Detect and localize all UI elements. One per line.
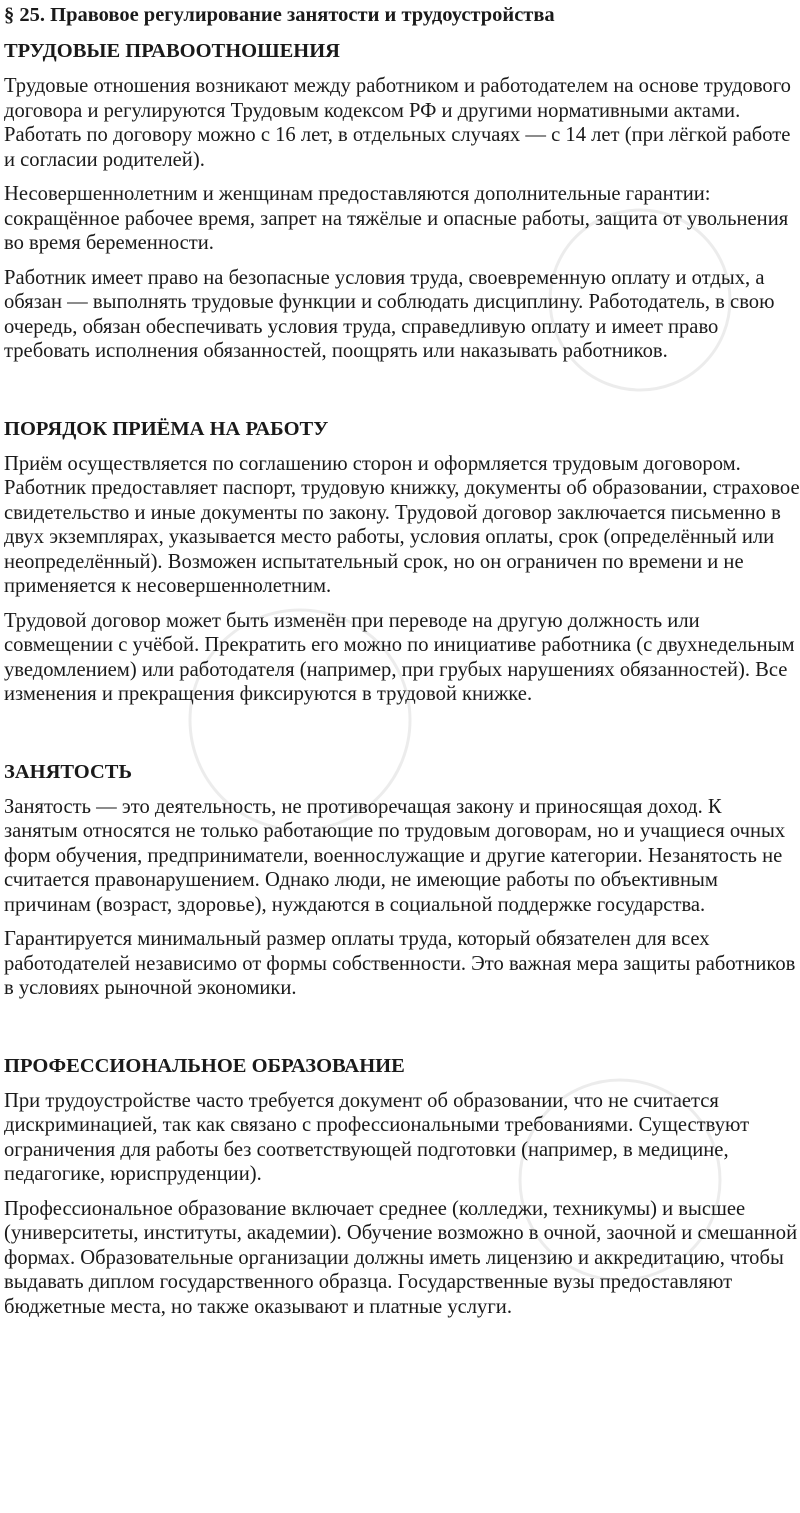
paragraph: Приём осуществляется по соглашению сторон и оформляется трудовым договором. Работник предоставляет паспорт, трудовую книжку, документы об образовании, страховое свидетельство и иные документы по закону. Трудовой договор заключается письменно в двух экземплярах, указывается место работы, условия оплаты, срок (определённый или неопределённый). Возможен испытательный срок, но он ограничен по времени и не применяется к несовершеннолетним. [4,452,800,597]
section-employment [4,759,800,1001]
paragraph: Несовершеннолетним и женщинам предоставляются дополнительные гарантии: сокращённое рабочее время, запрет на тяжёлые и опасные работы, защита от увольнения во время беременности. [4,183,789,254]
section-heading: ПОРЯДОК ПРИЁМА НА РАБОТУ [4,417,329,440]
document-content [4,2,800,1319]
paragraph: Гарантируется минимальный размер оплаты труда, который обязателен для всех работодателей независимо от формы собственности. Это важная мера защиты работников в условиях рыночной экономики. [4,928,796,999]
page-title: § 25. Правовое регулирование занятости и трудоустройства [4,4,555,26]
section-heading: ТРУДОВЫЕ ПРАВООТНОШЕНИЯ [4,40,340,62]
paragraph: Трудовой договор может быть изменён при переводе на другую должность или совмещении с учёбой. Прекратить его можно по инициативе работника (с двухнедельным уведомлением) или работодателя (например, при грубых нарушениях обязанностей). Все изменения и прекращения фиксируются в трудовой книжке. [4,609,795,705]
section-labor-relations [4,38,800,364]
paragraph: При трудоустройстве часто требуется документ об образовании, что не считается дискриминацией, так как связано с профессиональными требованиями. Существуют ограничения для работы без соответствующей подготовки (например, в медицине, педагогике, юриспруденции). [4,1089,750,1185]
section-heading: ЗАНЯТОСТЬ [4,760,133,783]
paragraph: Трудовые отношения возникают между работником и работодателем на основе трудового договора и регулируются Трудовым кодексом РФ и другими нормативными актами. Работать по договору можно с 16 лет, в отдельных случаях — с 14 лет (при лёгкой работе и согласии родителей). [4,75,791,171]
paragraph: Работник имеет право на безопасные условия труда, своевременную оплату и отдых, а обязан — выполнять трудовые функции и соблюдать дисциплину. Работодатель, в свою очередь, обязан обеспечивать условия труда, справедливую оплату и имеет право требовать исполнения обязанностей, поощрять или наказывать работников. [4,266,775,362]
paragraph: Занятость — это деятельность, не противоречащая закону и приносящая доход. К занятым относятся не только работающие по трудовым договорам, но и учащиеся очных форм обучения, предприниматели, военнослужащие и другие категории. Незанятость не считается правонарушением. Однако люди, не имеющие работы по объективным причинам (возраст, здоровье), нуждаются в социальной поддержке государства. [4,795,786,916]
paragraph: Профессиональное образование включает среднее (колледжи, техникумы) и высшее (университеты, институты, академии). Обучение возможно в очной, заочной и смешанной формах. Образовательные организации должны иметь лицензию и аккредитацию, чтобы выдавать диплом государственного образца. Государственные вузы предоставляют бюджетные места, но также оказывают и платные услуги. [4,1197,798,1318]
section-professional-education [4,1053,800,1320]
section-heading: ПРОФЕССИОНАЛЬНОЕ ОБРАЗОВАНИЕ [4,1054,405,1077]
section-hiring-procedure [4,416,800,707]
